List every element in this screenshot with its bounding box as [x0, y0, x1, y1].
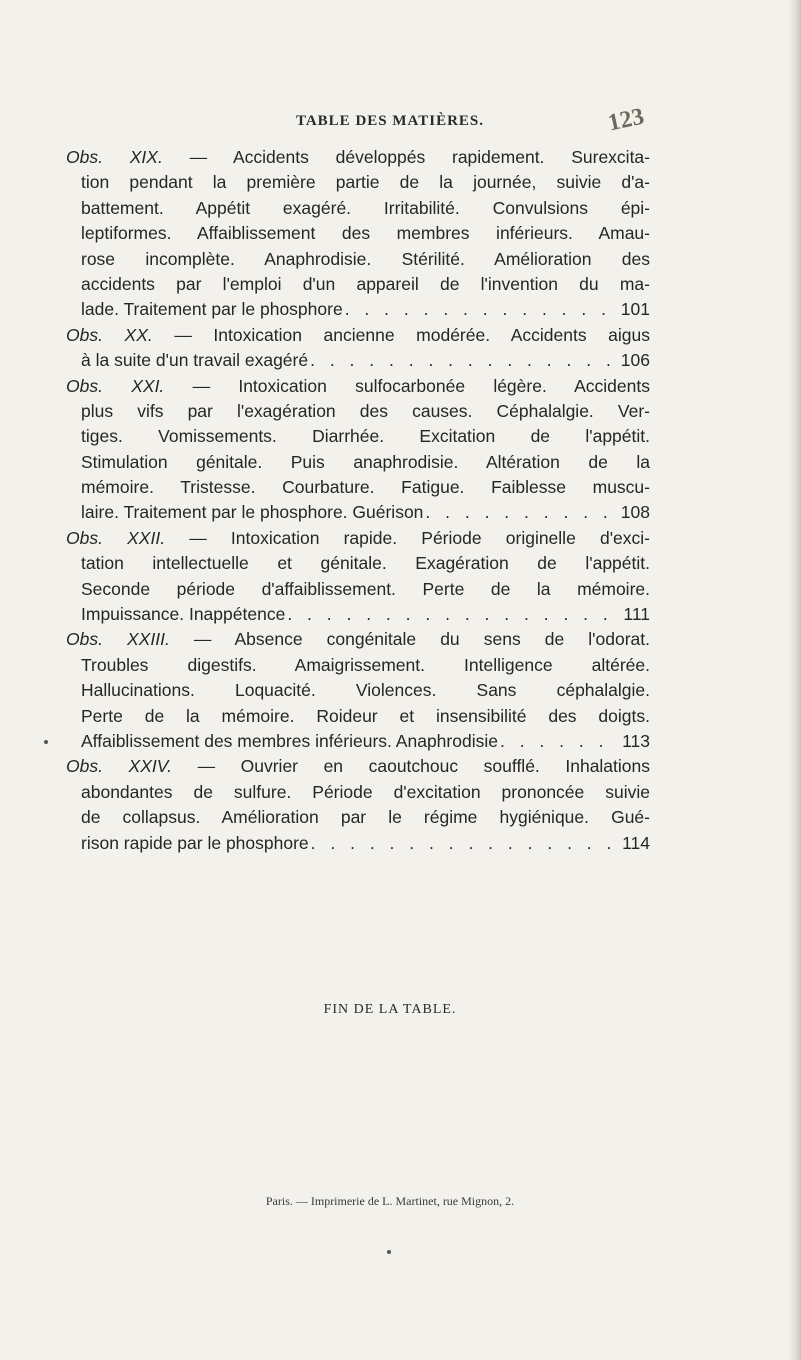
entry-obs-label: Obs. XXI.	[66, 375, 165, 396]
entry-line: tion pendant la première partie de la journée, suivie d'a-	[81, 172, 650, 193]
toc-entry	[66, 627, 650, 754]
entry-page-number: 106	[620, 350, 650, 371]
dot-leader	[308, 348, 616, 373]
page-edge-shadow	[787, 0, 801, 1360]
entry-page-number: 114	[622, 832, 650, 853]
entry-first-line: — Intoxication sulfocarbonée légère. Accidents	[192, 375, 650, 396]
entry-obs-label: Obs. XXIV.	[66, 756, 172, 777]
entry-line: de collapsus. Amélioration par le régime hygiénique. Gué-	[81, 807, 650, 828]
dot-leader	[498, 729, 616, 754]
toc-entry	[66, 754, 650, 856]
entry-first-line: — Ouvrier en caoutchouc soufflé. Inhalations	[197, 756, 650, 777]
entry-first-line: — Intoxication ancienne modérée. Accidents aigus	[174, 324, 650, 345]
table-of-contents	[66, 145, 650, 856]
entry-obs-label: Obs. XXIII.	[66, 629, 170, 650]
entry-line: accidents par l'emploi d'un appareil de l'invention du ma-	[81, 273, 650, 294]
entry-last-line: Impuissance. Inappétence	[81, 604, 286, 625]
ink-speck	[387, 1250, 391, 1254]
printer-imprint: Paris. — Imprimerie de L. Martinet, rue Mignon, 2.	[265, 1194, 515, 1208]
page-number: 123	[605, 103, 647, 137]
entry-line: Perte de la mémoire. Roideur et insensibilité des doigts.	[81, 705, 650, 726]
entry-page-number: 101	[620, 299, 650, 320]
entry-line: Seconde période d'affaiblissement. Perte de la mémoire.	[81, 578, 650, 599]
entry-page-number: 111	[623, 604, 650, 625]
page-header: TABLE DES MATIÈRES.	[295, 113, 485, 129]
dot-leader	[423, 500, 616, 525]
entry-line: tation intellectuelle et génitale. Exagération de l'appétit.	[81, 553, 650, 574]
entry-line: tiges. Vomissements. Diarrhée. Excitation de l'appétit.	[81, 426, 650, 447]
entry-line: battement. Appétit exagéré. Irritabilité. Convulsions épi-	[81, 197, 650, 218]
end-of-table-label: FIN DE LA TABLE.	[323, 1002, 457, 1017]
toc-entry	[66, 374, 650, 526]
entry-last-line: laire. Traitement par le phosphore. Guérison	[81, 502, 424, 523]
dot-leader	[285, 602, 616, 627]
toc-entry	[66, 323, 650, 374]
entry-first-line: — Intoxication rapide. Période originelle d'exci-	[189, 527, 650, 548]
entry-obs-label: Obs. XXII.	[66, 527, 166, 548]
entry-line: plus vifs par l'exagération des causes. Céphalalgie. Ver-	[81, 400, 650, 421]
entry-first-line: — Absence congénitale du sens de l'odorat.	[193, 629, 650, 650]
entry-last-line: à la suite d'un travail exagéré	[81, 350, 309, 371]
toc-entry	[66, 526, 650, 628]
entry-line: Troubles digestifs. Amaigrissement. Intelligence altérée.	[81, 654, 650, 675]
ink-speck	[44, 740, 48, 744]
entry-line: leptiformes. Affaiblissement des membres inférieurs. Amau-	[81, 223, 650, 244]
entry-obs-label: Obs. XIX.	[66, 147, 163, 167]
entry-last-line: lade. Traitement par le phosphore	[81, 299, 343, 320]
entry-last-line: rison rapide par le phosphore	[81, 832, 309, 853]
entry-line: Hallucinations. Loquacité. Violences. Sans céphalalgie.	[81, 680, 650, 701]
entry-obs-label: Obs. XX.	[66, 324, 153, 345]
entry-page-number: 113	[622, 730, 650, 751]
entry-page-number: 108	[620, 502, 650, 523]
entry-first-line: — Accidents développés rapidement. Surexcita-	[189, 147, 650, 167]
entry-line: mémoire. Tristesse. Courbature. Fatigue. Faiblesse muscu-	[81, 477, 650, 498]
entry-line: abondantes de sulfure. Période d'excitation prononcée suivie	[81, 781, 650, 802]
entry-line: Stimulation génitale. Puis anaphrodisie. Altération de la	[81, 451, 650, 472]
entry-last-line: Affaiblissement des membres inférieurs. Anaphrodisie	[81, 730, 498, 751]
dot-leader	[343, 297, 616, 322]
toc-entry	[66, 145, 650, 323]
dot-leader	[309, 831, 616, 856]
entry-line: rose incomplète. Anaphrodisie. Stérilité. Amélioration des	[81, 248, 650, 269]
